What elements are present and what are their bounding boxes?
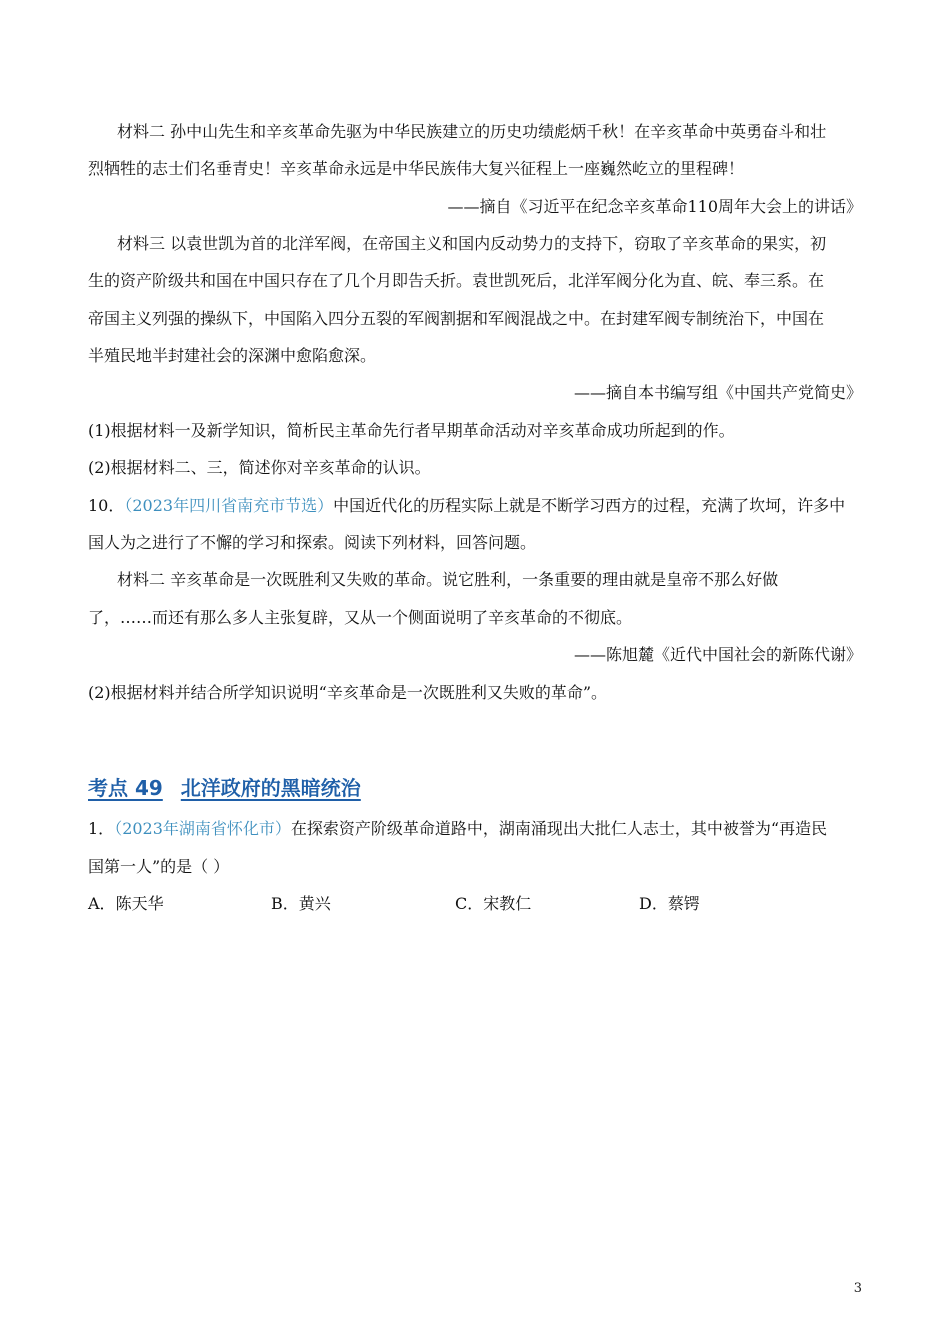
q10-subquestion-2: (2)根据材料并结合所学知识说明“辛亥革命是一次既胜利又失败的革命”。 (88, 683, 608, 702)
section-heading (88, 772, 361, 801)
q1-stem-line2: 国第一人”的是（ ） (88, 857, 230, 876)
q1-number: 1． (88, 819, 115, 838)
q1-source: （2023年湖南省怀化市） (114, 819, 291, 838)
option-letter: B． (271, 894, 299, 913)
option-text: 陈天华 (115, 894, 164, 913)
material3-line1: 材料三 以袁世凯为首的北洋军阀，在帝国主义和国内反动势力的支持下，窃取了辛亥革命的果实，初 (117, 234, 827, 253)
option-letter: A． (88, 894, 116, 913)
q10-stem-line2: 国人为之进行了不懈的学习和探索。阅读下列材料，回答问题。 (88, 533, 537, 552)
q10-material-line1: 材料二 辛亥革命是一次既胜利又失败的革命。说它胜利，一条重要的理由就是皇帝不那么好做 (117, 570, 779, 589)
q9-subquestion-1: (1)根据材料一及新学知识，简析民主革命先行者早期革命活动对辛亥革命成功所起到的作。 (88, 421, 735, 440)
q10-material-line2: 了，……而还有那么多人主张复辟，又从一个侧面说明了辛亥革命的不彻底。 (88, 608, 633, 627)
section-label: 考点 49 (88, 776, 163, 800)
q9-subquestion-2: (2)根据材料二、三，简述你对辛亥革命的认识。 (88, 458, 431, 477)
material2-line1: 材料二 孙中山先生和辛亥革命先驱为中华民族建立的历史功绩彪炳千秋！在辛亥革命中英勇奋斗和壮 (117, 122, 827, 141)
option-b[interactable] (271, 894, 331, 914)
q10-source: （2023年四川省南充市节选） (124, 496, 334, 515)
option-letter: C． (455, 894, 484, 913)
option-text: 宋教仁 (483, 894, 532, 913)
q1-stem-line1 (88, 819, 864, 839)
material3-line2: 生的资产阶级共和国在中国只存在了几个月即告夭折。袁世凯死后，北洋军阀分化为直、皖、奉三系。在 (88, 271, 825, 290)
q1-stem-text: 在探索资产阶级革命道路中，湖南涌现出大批仁人志士，其中被誉为“再造民 (290, 819, 828, 838)
page-number: 3 (853, 1281, 862, 1296)
q10-number: 10． (88, 496, 125, 515)
option-c[interactable] (455, 894, 531, 914)
material2-line2: 烈牺牲的志士们名垂青史！辛亥革命永远是中华民族伟大复兴征程上一座巍然屹立的里程碑！ (88, 159, 745, 178)
option-d[interactable] (639, 894, 700, 914)
option-letter: D． (639, 894, 668, 913)
section-title: 北洋政府的黑暗统治 (180, 776, 361, 800)
q10-citation: ——陈旭麓《近代中国社会的新陈代谢》 (573, 645, 862, 664)
q10-stem-text: 中国近代化的历程实际上就是不断学习西方的过程，充满了坎坷，许多中 (333, 496, 846, 515)
option-a[interactable] (88, 894, 164, 914)
material3-line4: 半殖民地半封建社会的深渊中愈陷愈深。 (88, 346, 377, 365)
material2-citation: ——摘自《习近平在纪念辛亥革命110周年大会上的讲话》 (447, 197, 862, 216)
q10-stem-line1 (88, 496, 864, 516)
material3-citation: ——摘自本书编写组《中国共产党简史》 (573, 383, 862, 402)
option-text: 黄兴 (298, 894, 331, 913)
option-text: 蔡锷 (667, 894, 700, 913)
material3-line3: 帝国主义列强的操纵下，中国陷入四分五裂的军阀割据和军阀混战之中。在封建军阀专制统治下，中国在 (88, 309, 825, 328)
